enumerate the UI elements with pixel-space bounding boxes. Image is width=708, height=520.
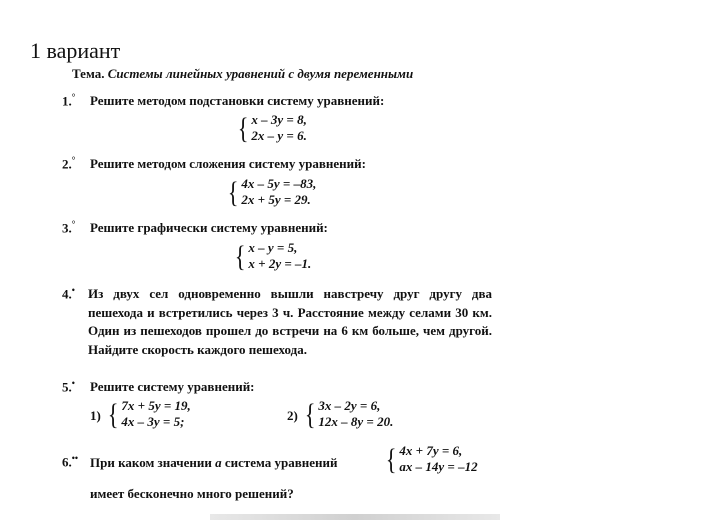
problem-3-text: Решите графически систему уравнений: [90,220,328,235]
brace-icon: { [304,397,316,431]
variant-title: 1 вариант [30,38,121,63]
parameter-a: a [215,455,222,470]
page-bottom-shadow [210,514,500,520]
brace-icon: { [227,175,239,209]
equation: 12x – 8y = 20. [318,414,394,429]
problem-5-part-2-label: 2) [287,408,298,423]
equation: 4x – 5y = –83, [241,176,317,191]
problem-4-number: 4.• [62,285,75,302]
topic-label: Тема. [72,66,105,81]
equation: 2x – y = 6. [251,128,307,143]
brace-icon: { [107,397,119,431]
problem-3-number: 3.° [62,219,76,236]
equation: x + 2y = –1. [248,256,312,271]
equation: x – y = 5, [248,240,298,255]
problem-2-number: 2.° [62,155,76,172]
problem-4-text: Из двух сел одновременно вышли навстречу друг другу два пешехода и встретились через 3 ч. Расстояние между селами 30 км. Один из пешеходов прошел до встречи на 6 км больше, чем другой. Найдите скорость каждого пешехода. [88,286,492,357]
topic-title: Системы линейных уравнений с двумя переменными [107,66,414,81]
problem-5-part-2-system [303,398,393,430]
equation: 4x – 3y = 5; [121,414,185,429]
problem-5-text: Решите систему уравнений: [90,379,255,394]
equation: x – 3y = 8, [251,112,307,127]
topic-line [72,66,413,82]
problem-1-system [236,112,307,144]
problem-1-text: Решите методом подстановки систему уравнений: [90,93,385,108]
problem-2-text: Решите методом сложения систему уравнений: [90,156,366,171]
equation: 3x – 2y = 6, [318,398,381,413]
problem-6-system [384,443,478,475]
equation: 2x + 5y = 29. [241,192,311,207]
problem-1-number: 1.° [62,92,76,109]
problem-3-system [233,240,311,272]
problem-5-part-1-label: 1) [90,408,101,423]
problem-6-text: При каком значении a система уравнений [90,455,338,470]
problem-6-number: 6.•• [62,453,79,470]
equation: 7x + 5y = 19, [121,398,191,413]
brace-icon: { [237,111,249,145]
problem-5-part-1-system [106,398,191,430]
problem-2-system [226,176,316,208]
problem-6-text-end: имеет бесконечно много решений? [90,486,294,501]
equation: ax – 14y = –12 [399,459,478,474]
equation: 4x + 7y = 6, [399,443,463,458]
brace-icon: { [234,239,246,273]
brace-icon: { [385,442,397,476]
problem-5-number: 5.• [62,378,75,395]
